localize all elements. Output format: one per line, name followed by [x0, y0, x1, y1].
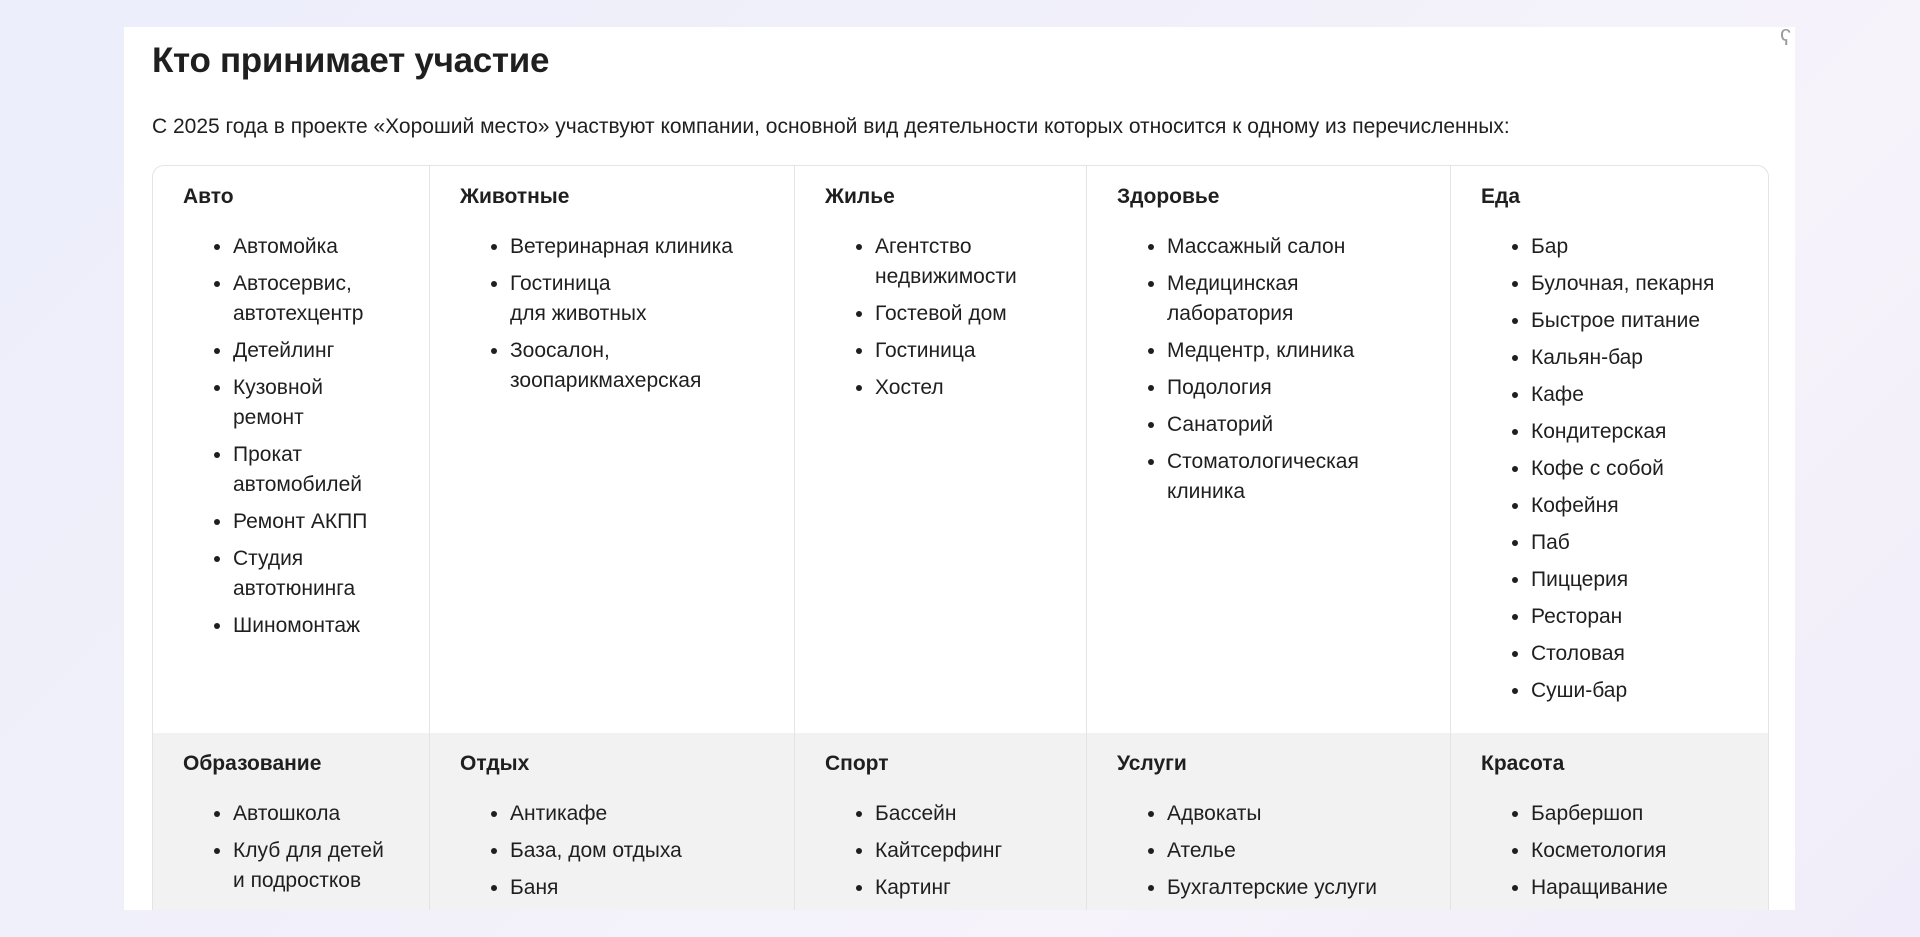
list-item: • Ветеринарная клиника [510, 232, 794, 262]
category-cell [1451, 733, 1768, 910]
list-item: • Автомойка [233, 232, 429, 262]
list-item: • Кайтсерфинг [875, 836, 1086, 866]
list-item: • Хостел [875, 373, 1086, 403]
category-title: Здоровье [1117, 185, 1220, 208]
category-title: Услуги [1117, 752, 1187, 775]
category-list [825, 232, 1086, 403]
list-item: • Автошкола [233, 799, 429, 829]
category-title: Образование [183, 752, 322, 775]
list-item: • Быстрое питание [1531, 306, 1768, 336]
category-cell [153, 166, 430, 733]
category-list [825, 799, 1086, 903]
category-title: Спорт [825, 752, 889, 775]
list-item: • Барбершоп [1531, 799, 1768, 829]
list-item: • Массажный салон [1167, 232, 1450, 262]
list-item: • Бар [1531, 232, 1768, 262]
content-card [124, 27, 1795, 910]
category-list [460, 799, 794, 903]
category-cell [1087, 166, 1451, 733]
category-cell [795, 166, 1087, 733]
list-item: • Медцентр, клиника [1167, 336, 1450, 366]
category-cell [1087, 733, 1451, 910]
categories-table [152, 165, 1769, 910]
category-cell [430, 166, 795, 733]
list-item: • Автосервис, автотехцентр [233, 269, 429, 329]
category-cell [1451, 166, 1768, 733]
list-item: • Прокат автомобилей [233, 440, 429, 500]
category-title: Авто [183, 185, 234, 208]
list-item: • Гостевой дом [875, 299, 1086, 329]
list-item: • Паб [1531, 528, 1768, 558]
list-item: • Бухгалтерские услуги [1167, 873, 1450, 903]
category-list [1117, 799, 1450, 903]
category-list [183, 799, 429, 896]
list-item: • Ремонт АКПП [233, 507, 429, 537]
list-item: • Гостиница для животных [510, 269, 794, 329]
list-item: • Медицинская лаборатория [1167, 269, 1450, 329]
list-item: • Суши-бар [1531, 676, 1768, 706]
list-item: • Стоматологическая клиника [1167, 447, 1450, 507]
list-item: • Агентство недвижимости [875, 232, 1086, 292]
list-item: • Студия автотюнинга [233, 544, 429, 604]
list-item: • Кузовной ремонт [233, 373, 429, 433]
category-list [183, 232, 429, 641]
category-list [1117, 232, 1450, 507]
list-item: • Антикафе [510, 799, 794, 829]
list-item: • Подология [1167, 373, 1450, 403]
list-item: • Гостиница [875, 336, 1086, 366]
list-item: • Шиномонтаж [233, 611, 429, 641]
list-item: • Кафе [1531, 380, 1768, 410]
list-item: • Кальян-бар [1531, 343, 1768, 373]
list-item: • Косметология [1531, 836, 1768, 866]
list-item: • Бассейн [875, 799, 1086, 829]
list-item: • Клуб для детей и подростков [233, 836, 429, 896]
category-list [460, 232, 794, 396]
list-item: • Санаторий [1167, 410, 1450, 440]
category-cell [430, 733, 795, 910]
list-item: • Наращивание [1531, 873, 1768, 903]
category-cell [795, 733, 1087, 910]
category-list [1481, 232, 1768, 706]
list-item: • Столовая [1531, 639, 1768, 669]
list-item: • Зоосалон, зоопарикмахерская [510, 336, 794, 396]
list-item: • Кофе с собой [1531, 454, 1768, 484]
category-list [1481, 799, 1768, 903]
list-item: • Булочная, пекарня [1531, 269, 1768, 299]
list-item: • Кондитерская [1531, 417, 1768, 447]
list-item: • Ресторан [1531, 602, 1768, 632]
list-item: • База, дом отдыха [510, 836, 794, 866]
page-title: Кто принимает участие [152, 41, 550, 80]
category-title: Животные [460, 185, 570, 208]
category-title: Красота [1481, 752, 1565, 775]
list-item: • Адвокаты [1167, 799, 1450, 829]
category-cell [153, 733, 430, 910]
page-corner-icon[interactable]: ʕ [1780, 25, 1791, 50]
list-item: • Детейлинг [233, 336, 429, 366]
list-item: • Пиццерия [1531, 565, 1768, 595]
category-title: Жилье [825, 185, 895, 208]
list-item: • Баня [510, 873, 794, 903]
list-item: • Кофейня [1531, 491, 1768, 521]
list-item: • Картинг [875, 873, 1086, 903]
category-title: Отдых [460, 752, 530, 775]
category-title: Еда [1481, 185, 1521, 208]
intro-text: С 2025 года в проекте «Хороший место» участвуют компании, основной вид деятельности которых относится к одному из перечисленных: [152, 115, 1510, 138]
list-item: • Ателье [1167, 836, 1450, 866]
